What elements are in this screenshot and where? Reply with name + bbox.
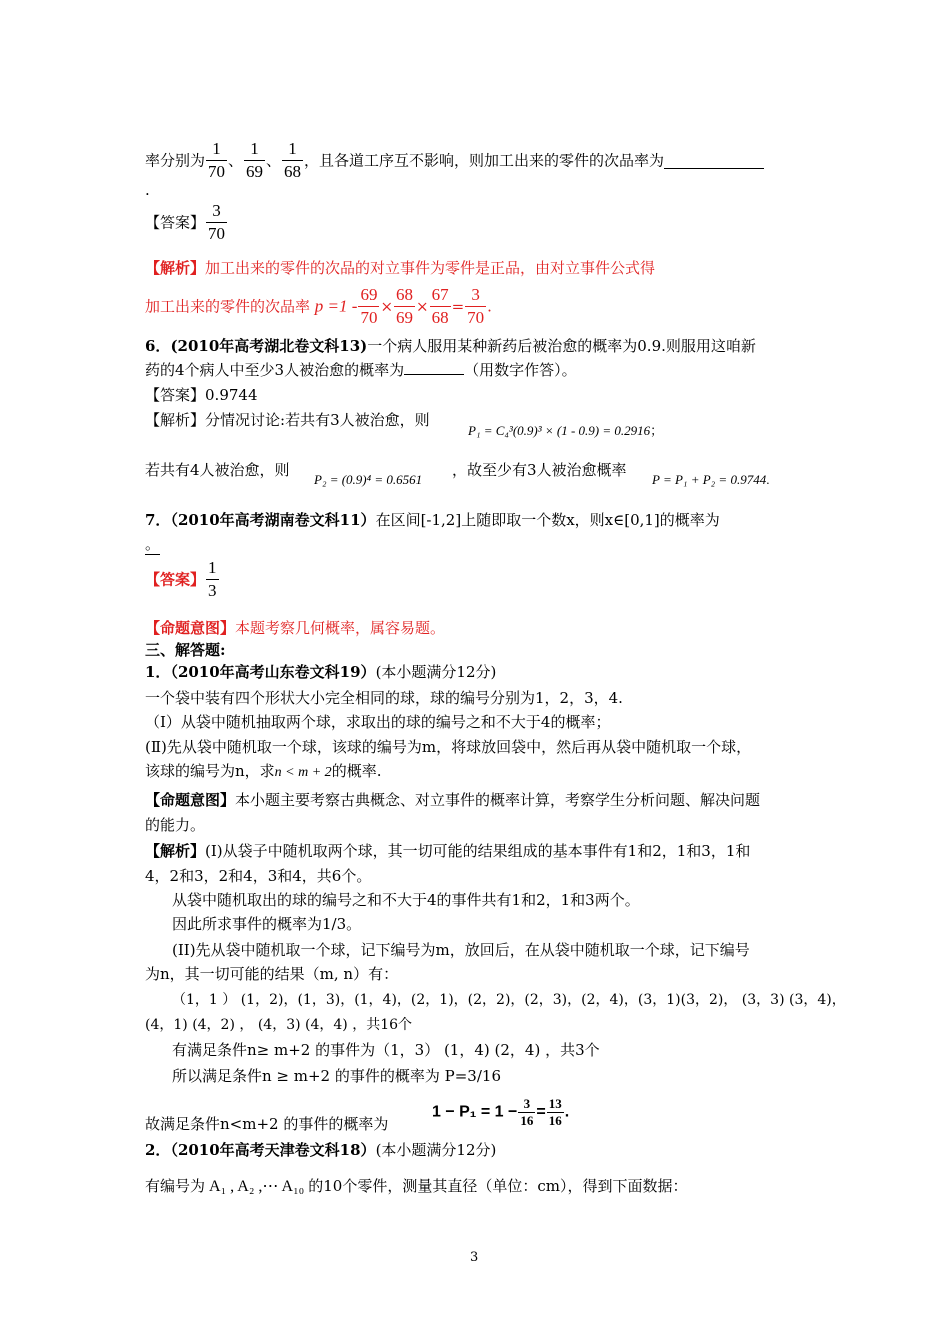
q6-formula3: P = P₁ + P₂ = 0.9744. — [652, 472, 770, 487]
q5-frac-1: $\frac{1}{70}$ — [208, 139, 226, 181]
p2-header: 2．（2010年高考天津卷文科18）(本小题满分12分) — [145, 1141, 497, 1159]
p1-a11: 故满足条件n<m+2 的事件的概率为 — [145, 1115, 389, 1133]
p1-a6: 为n，其一切可能的结果（m, n）有： — [145, 965, 399, 983]
q7-tail: 。 — [145, 535, 161, 553]
q6-analysis1: 【解析】分情况讨论:若共有3人被治愈，则 — [145, 411, 430, 429]
q6-line1: 6．(2010年高考湖北卷文科13)一个病人服用某种新药后被治愈的概率为0.9.则服用这咱新 — [145, 337, 756, 355]
p1-a4: 因此所求事件的概率为1/3。 — [172, 915, 362, 933]
q6-formula1: P₁ = C₄³(0.9)³ × (1 - 0.9) = 0.2916； — [468, 423, 664, 439]
q5-answer-frac: $\frac{3}{70}$ — [208, 201, 226, 243]
p1-l2: （Ⅰ）从袋中随机抽取两个球，求取出的球的编号之和不大于4的概率； — [145, 713, 611, 731]
q6-analysis2b: ，故至少有3人被治愈概率 — [452, 461, 627, 479]
p1-a7: （1，1 ） (1，2)，(1，3)，(1，4)，(2，1)，(2，2)，(2，3)，(2，4)，(3，1)(3，2)， (3，3) (3，4)， — [172, 992, 846, 1008]
answer-blank[interactable] — [404, 360, 464, 375]
q5-analysis: 【解析】加工出来的零件的次品的对立事件为零件是正品，由对立事件公式得 — [145, 259, 656, 277]
q6-source: (2010年高考湖北卷文科13) — [170, 337, 368, 355]
p1-l4: 该球的编号为n，求n < m + 2的概率. — [145, 762, 382, 780]
q5-answer — [145, 200, 228, 245]
q5-ff2: $\frac{68}{69}$ — [396, 285, 414, 327]
p1-a1: 【解析】(I)从袋子中随机取两个球，其一切可能的结果组成的基本事件有1和2，1和3，1和 — [145, 842, 751, 860]
q7-answer-frac: $\frac{1}{3}$ — [208, 558, 217, 600]
page-number: 3 — [470, 1250, 479, 1265]
q7-line1: 7．（2010年高考湖南卷文科11）在区间[-1,2]上随即取一个数x，则x∈[0,1]的概率为 — [145, 511, 720, 529]
p1-a11-formula: 1 − P₁ = 1 − $\frac{3}{16}$ = $\frac{13}{16}$ . — [432, 1096, 570, 1128]
analysis-label: 【解析】 — [145, 259, 206, 277]
q5-frac-2: $\frac{1}{69}$ — [246, 139, 264, 181]
q5-line1: 率分别为 $\frac{1}{70}$ 、 $\frac{1}{69}$ 、 $\frac{1}{68}$ ，且各道工序互不影响，则加工出来的零件的次品率为 — [145, 138, 764, 183]
p1-intent2: 的能力。 — [145, 816, 206, 834]
q7-intent: 【命题意图】本题考察几何概率，属容易题。 — [145, 619, 446, 637]
q6-answer: 【答案】0.9744 — [145, 386, 258, 404]
q6-formula2: P₂ = (0.9)⁴ = 0.6561 — [314, 472, 423, 487]
q5-ffr: $\frac{3}{70}$ — [467, 285, 485, 327]
p1-header: 1．（2010年高考山东卷文科19）(本小题满分12分) — [145, 663, 497, 681]
p1-l3: (Ⅱ)先从袋中随机取一个球，该球的编号为m，将球放回袋中，然后再从袋中随机取一个球， — [145, 738, 752, 756]
p1-a8: (4，1) (4，2) ， (4，3) (4，4) ，共16个 — [145, 1017, 413, 1033]
q5-ff1: $\frac{69}{70}$ — [360, 285, 378, 327]
formula-lhs: p =1 - — [314, 296, 358, 316]
q5-formula-line: 加工出来的零件的次品率 p =1 - $\frac{69}{70}$ × $\frac{68}{69}$ × $\frac{67}{68}$ = $\frac{3}{70}$ . — [145, 285, 492, 327]
q6-analysis2: 若共有4人被治愈，则 — [145, 461, 290, 479]
p1-l1: 一个袋中装有四个形状大小完全相同的球，球的编号分别为1，2，3，4. — [145, 689, 623, 707]
q6-line2: 药的4个病人中至少3人被治愈的概率为 （用数字作答）。 — [145, 361, 577, 379]
p1-intent1: 【命题意图】本小题主要考察古典概念、对立事件的概率计算，考察学生分析问题、解决问题 — [145, 791, 761, 809]
p1-a9: 有满足条件n≥ m+2 的事件为（1，3） (1，4) (2，4) ，共3个 — [172, 1041, 600, 1059]
q5-ff3: $\frac{67}{68}$ — [431, 285, 449, 327]
answer-blank[interactable] — [664, 152, 764, 169]
p1-a2: 4，2和3，2和4，3和4，共6个。 — [145, 867, 372, 885]
q5-dot: . — [145, 181, 150, 199]
q5-frac-3: $\frac{1}{68}$ — [284, 139, 302, 181]
section-title: 三、解答题: — [145, 641, 226, 659]
answer-label: 【答案】 — [145, 213, 206, 232]
p1-a5: (II)先从袋中随机取一个球，记下编号为m，放回后，在从袋中随机取一个球，记下编号 — [172, 941, 750, 959]
p2-l1: 有编号为 A₁ , A₂ ,⋯ A₁₀ 的10个零件，测量其直径（单位：cm），得到下面数据： — [145, 1177, 688, 1195]
p1-a3: 从袋中随机取出的球的编号之和不大于4的事件共有1和2，1和3两个。 — [172, 891, 640, 909]
p1-a10: 所以满足条件n ≥ m+2 的事件的概率为 P=3/16 — [172, 1067, 501, 1085]
q7-source: （2010年高考湖南卷文科11） — [170, 511, 376, 529]
p1-frac-1: $\frac{3}{16}$ — [520, 1096, 534, 1128]
p1-frac-2: $\frac{13}{16}$ — [548, 1096, 562, 1128]
q7-answer: 【答案】 $\frac{1}{3}$ — [145, 558, 217, 600]
q5-line1-pre: 率分别为 — [145, 151, 206, 170]
